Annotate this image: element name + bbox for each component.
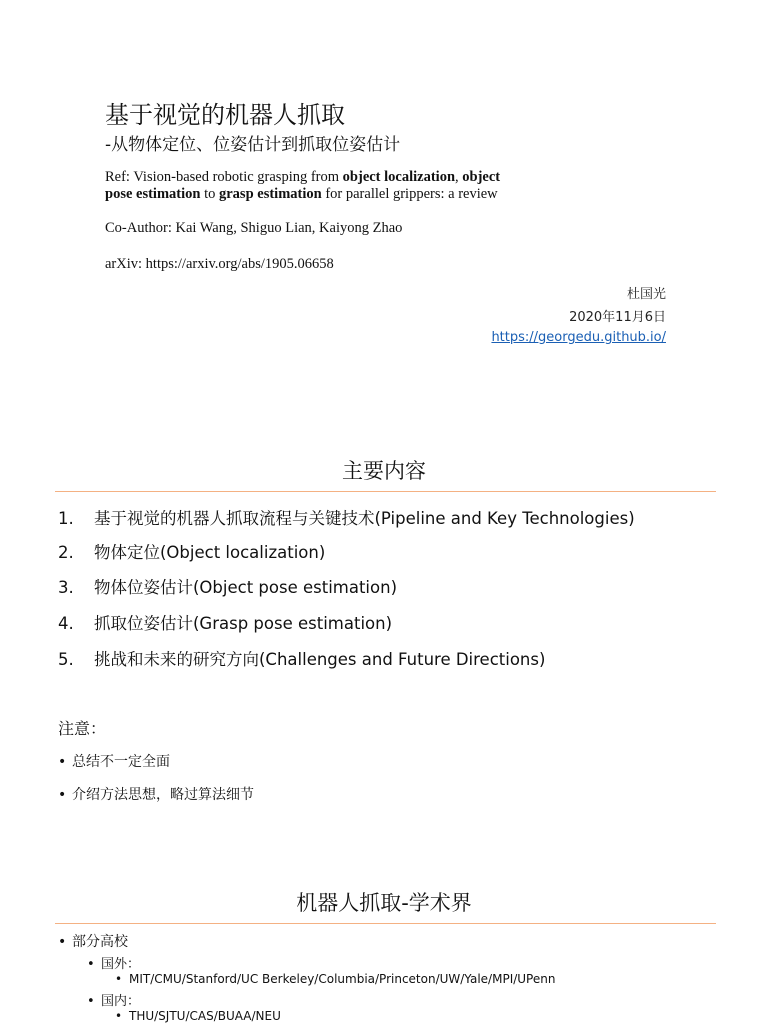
reference-line-2 xyxy=(105,186,498,203)
toc-text: 物体位姿估计(Object pose estimation) xyxy=(94,578,398,597)
arxiv-line: arXiv: https://arxiv.org/abs/1905.06658 xyxy=(105,256,334,272)
list-item-foreign xyxy=(87,953,140,972)
reference-to: to xyxy=(200,186,219,202)
list-item-domestic-schools xyxy=(115,1009,281,1023)
author-name: 杜国光 xyxy=(626,287,666,302)
toc-text: 物体定位(Object localization) xyxy=(94,543,326,562)
toc-item xyxy=(58,610,392,634)
note-text: 介绍方法思想，略过算法细节 xyxy=(72,787,254,803)
note-item xyxy=(58,784,254,804)
toc-number: 5. xyxy=(58,650,74,669)
list-item-text: 部分高校 xyxy=(72,934,128,950)
toc-text: 抓取位姿估计(Grasp pose estimation) xyxy=(94,614,393,633)
toc-number: 3. xyxy=(58,578,74,597)
slide-subtitle: -从物体定位、位姿估计到抓取位姿估计 xyxy=(105,135,401,155)
bullet-dot: • xyxy=(115,1009,123,1023)
note-text: 总结不一定全面 xyxy=(72,754,170,770)
reference-line-1 xyxy=(105,169,500,186)
list-item-text: MIT/CMU/Stanford/UC Berkeley/Columbia/Princeton/UW/Yale/MPI/UPenn xyxy=(129,972,556,986)
bullet-dot: • xyxy=(87,957,95,972)
bullet-dot: • xyxy=(87,994,95,1009)
reference-bold-grasp: grasp estimation xyxy=(219,186,322,202)
toc-number: 2. xyxy=(58,543,74,562)
reference-bold-pose: pose estimation xyxy=(105,186,201,202)
toc-item xyxy=(58,574,397,598)
list-item-text: THU/SJTU/CAS/BUAA/NEU xyxy=(129,1009,281,1023)
list-item-domestic xyxy=(87,990,140,1009)
toc-number: 1. xyxy=(58,509,74,528)
notice-label: 注意： xyxy=(58,719,107,738)
list-item-foreign-schools xyxy=(115,972,555,986)
contents-title: 主要内容 xyxy=(342,459,426,483)
slide-date: 2020年11月6日 xyxy=(569,310,666,325)
slide-title: 基于视觉的机器人抓取 xyxy=(105,101,345,129)
bullet-dot: • xyxy=(58,787,67,803)
title-divider xyxy=(55,923,716,924)
academia-title: 机器人抓取-学术界 xyxy=(296,891,472,915)
bullet-dot: • xyxy=(58,754,67,770)
toc-text: 挑战和未来的研究方向(Challenges and Future Directions) xyxy=(94,650,546,669)
list-item-text: 国外： xyxy=(101,957,141,972)
reference-bold-object: object xyxy=(462,169,501,185)
toc-item xyxy=(58,505,635,529)
bullet-dot: • xyxy=(58,934,67,950)
note-item xyxy=(58,751,170,771)
title-divider xyxy=(55,491,716,492)
reference-prefix: Ref: Vision-based robotic grasping from xyxy=(105,169,343,185)
bullet-dot: • xyxy=(115,972,123,986)
toc-item xyxy=(58,539,325,563)
reference-suffix: for parallel grippers: a review xyxy=(321,186,498,202)
toc-text: 基于视觉的机器人抓取流程与关键技术(Pipeline and Key Technologies) xyxy=(94,509,635,528)
toc-item xyxy=(58,646,545,670)
reference-comma: , xyxy=(455,169,463,185)
list-item-text: 国内： xyxy=(101,994,141,1009)
coauthor-line: Co-Author: Kai Wang, Shiguo Lian, Kaiyong Zhao xyxy=(105,220,403,236)
reference-bold-localization: object localization xyxy=(342,169,456,185)
toc-number: 4. xyxy=(58,614,74,633)
list-item-universities xyxy=(58,931,128,951)
homepage-link[interactable]: https://georgedu.github.io/ xyxy=(491,330,666,345)
